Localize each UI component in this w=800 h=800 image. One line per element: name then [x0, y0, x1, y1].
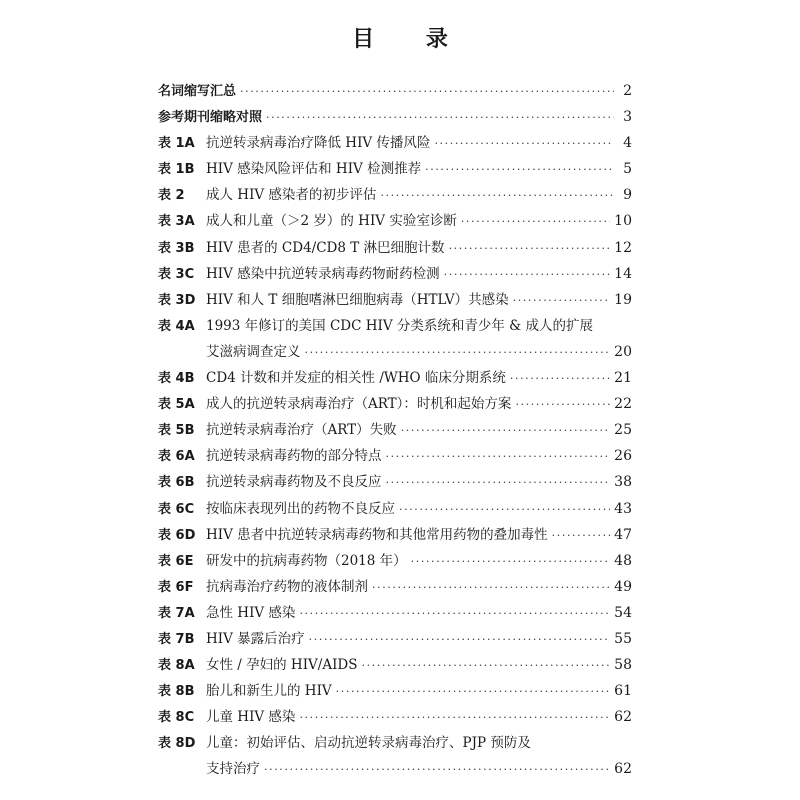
- toc-entry-number: 表 2: [158, 188, 185, 204]
- toc-entry-title: HIV 感染中抗逆转录病毒药物耐药检测: [206, 265, 440, 282]
- toc-entry-page: 62: [614, 761, 632, 778]
- toc-leader-dots: [299, 601, 610, 627]
- toc-entry-page: 10: [614, 213, 632, 230]
- toc-entry[interactable]: [158, 600, 632, 626]
- toc-leader-dots: [399, 497, 610, 523]
- toc-entry-page: 22: [614, 396, 632, 413]
- toc-entry-page: 3: [623, 109, 632, 126]
- toc-entry[interactable]: [158, 704, 632, 730]
- toc-entry-page: 25: [614, 422, 632, 439]
- toc-entry[interactable]: [158, 730, 632, 756]
- toc-entry-page: 21: [614, 370, 632, 387]
- toc-entry[interactable]: [158, 104, 632, 130]
- toc-entry-title: 急性 HIV 感染: [206, 604, 296, 621]
- toc-entry-title: 儿童 HIV 感染: [206, 709, 296, 726]
- toc-entry-title: 成人 HIV 感染者的初步评估: [206, 187, 377, 204]
- toc-entry-number: 表 6E: [158, 553, 194, 569]
- toc-entry-number: 表 5A: [158, 397, 195, 413]
- toc-leader-dots: [510, 366, 610, 392]
- toc-entry-number: 表 6A: [158, 449, 195, 465]
- toc-entry-number: 表 3A: [158, 214, 195, 230]
- toc-entry-page: 26: [614, 448, 632, 465]
- toc-entry-title: 艾滋病调查定义: [206, 343, 301, 360]
- toc-leader-dots: [361, 653, 610, 679]
- toc-entry-title: 成人的抗逆转录病毒治疗（ART）：时机和起始方案: [206, 396, 512, 413]
- toc-entry-number: 表 6C: [158, 501, 195, 517]
- toc-entry-title: 研发中的抗病毒药物（2018 年）: [206, 552, 407, 569]
- toc-entry[interactable]: [158, 626, 632, 652]
- toc-entry-title: CD4 计数和并发症的相关性 /WHO 临床分期系统: [206, 370, 506, 387]
- toc-entry[interactable]: [158, 756, 632, 782]
- table-of-contents: [158, 78, 632, 783]
- toc-entry-title: 胎儿和新生儿的 HIV: [206, 683, 332, 700]
- toc-entry-title: 儿童：初始评估、启动抗逆转录病毒治疗、PJP 预防及: [206, 735, 531, 752]
- toc-entry-page: 55: [614, 630, 632, 647]
- toc-leader-dots: [386, 444, 611, 470]
- toc-entry-title: 按临床表现列出的药物不良反应: [206, 500, 395, 517]
- toc-entry-number: 表 7A: [158, 605, 195, 621]
- toc-entry-number: 表 4A: [158, 318, 195, 334]
- toc-entry-page: 4: [623, 135, 632, 152]
- toc-entry[interactable]: [158, 235, 632, 261]
- toc-entry-number: 表 8D: [158, 736, 196, 752]
- toc-leader-dots: [515, 392, 610, 418]
- toc-leader-dots: [309, 627, 611, 653]
- toc-entry[interactable]: [158, 339, 632, 365]
- toc-entry-number: 表 3B: [158, 240, 195, 256]
- toc-entry-title: HIV 感染风险评估和 HIV 检测推荐: [206, 161, 422, 178]
- toc-entry-page: 14: [614, 265, 632, 282]
- toc-entry-number: 表 8A: [158, 658, 195, 674]
- toc-entry-page: 20: [614, 343, 632, 360]
- toc-entry-number: 表 6F: [158, 579, 194, 595]
- toc-leader-dots: [552, 523, 611, 549]
- toc-leader-dots: [449, 236, 611, 262]
- toc-leader-dots: [264, 757, 610, 783]
- toc-entry[interactable]: [158, 182, 632, 208]
- toc-entry[interactable]: [158, 365, 632, 391]
- toc-leader-dots: [299, 705, 610, 731]
- toc-leader-dots: [411, 549, 611, 575]
- toc-entry-page: 9: [623, 187, 632, 204]
- page-title: 目 录: [352, 27, 470, 52]
- toc-entry-title: HIV 患者的 CD4/CD8 T 淋巴细胞计数: [206, 239, 445, 256]
- toc-entry-number: 表 3C: [158, 266, 195, 282]
- toc-entry-number: 表 8B: [158, 684, 195, 700]
- toc-entry-number: 表 6B: [158, 475, 195, 491]
- toc-leader-dots: [434, 131, 614, 157]
- toc-entry-title: HIV 暴露后治疗: [206, 630, 305, 647]
- toc-entry[interactable]: [158, 574, 632, 600]
- toc-entry[interactable]: [158, 261, 632, 287]
- toc-entry-page: 49: [614, 578, 632, 595]
- toc-leader-dots: [425, 157, 614, 183]
- toc-entry[interactable]: [158, 548, 632, 574]
- toc-leader-dots: [240, 79, 614, 105]
- toc-entry-number: 表 4B: [158, 371, 195, 387]
- toc-entry-number: 表 1B: [158, 162, 195, 178]
- toc-entry-title: 抗逆转录病毒治疗（ART）失败: [206, 422, 397, 439]
- toc-entry-title: 名词缩写汇总: [158, 84, 237, 99]
- toc-entry-page: 58: [614, 657, 632, 674]
- toc-entry[interactable]: [158, 208, 632, 234]
- toc-entry-number: 表 5B: [158, 423, 195, 439]
- toc-entry-page: 43: [614, 500, 632, 517]
- toc-entry-number: 表 1A: [158, 136, 195, 152]
- toc-entry[interactable]: [158, 496, 632, 522]
- toc-entry-title: 女性 / 孕妇的 HIV/AIDS: [206, 657, 358, 674]
- toc-leader-dots: [386, 470, 611, 496]
- toc-entry-title: 抗逆转录病毒药物的部分特点: [206, 448, 382, 465]
- toc-entry-page: 48: [614, 552, 632, 569]
- toc-entry-page: 47: [614, 526, 632, 543]
- toc-entry-title: 1993 年修订的美国 CDC HIV 分类系统和青少年 & 成人的扩展: [206, 317, 593, 334]
- toc-entry[interactable]: [158, 417, 632, 443]
- toc-entry-title: HIV 和人 T 细胞嗜淋巴细胞病毒（HTLV）共感染: [206, 291, 509, 308]
- toc-entry-title: HIV 患者中抗逆转录病毒药物和其他常用药物的叠加毒性: [206, 526, 548, 543]
- toc-leader-dots: [372, 575, 610, 601]
- toc-entry-title: 抗逆转录病毒治疗降低 HIV 传播风险: [206, 135, 431, 152]
- toc-entry-page: 2: [623, 83, 632, 99]
- toc-entry[interactable]: [158, 391, 632, 417]
- toc-entry[interactable]: [158, 678, 632, 704]
- toc-entry-title: 支持治疗: [206, 761, 260, 778]
- toc-entry-page: 5: [623, 161, 632, 178]
- toc-entry-number: 表 3D: [158, 292, 196, 308]
- toc-entry-title: 抗病毒治疗药物的液体制剂: [206, 578, 368, 595]
- toc-entry-page: 19: [614, 291, 632, 308]
- toc-entry[interactable]: [158, 313, 632, 339]
- toc-entry-title: 抗逆转录病毒药物及不良反应: [206, 474, 382, 491]
- toc-entry-page: 62: [614, 709, 632, 726]
- toc-leader-dots: [380, 183, 614, 209]
- toc-leader-dots: [305, 340, 611, 366]
- toc-entry-page: 54: [614, 604, 632, 621]
- toc-entry-title: 参考期刊缩略对照: [158, 110, 263, 126]
- toc-entry-number: 表 7B: [158, 631, 195, 647]
- toc-entry-number: 表 8C: [158, 710, 195, 726]
- toc-leader-dots: [336, 679, 611, 705]
- toc-entry-title: 成人和儿童（＞2 岁）的 HIV 实验室诊断: [206, 213, 457, 230]
- toc-entry[interactable]: [158, 78, 632, 104]
- toc-leader-dots: [513, 288, 611, 314]
- toc-entry[interactable]: [158, 287, 632, 313]
- toc-entry[interactable]: [158, 443, 632, 469]
- toc-leader-dots: [444, 262, 611, 288]
- toc-entry[interactable]: [158, 652, 632, 678]
- toc-leader-dots: [461, 209, 610, 235]
- toc-entry[interactable]: [158, 156, 632, 182]
- toc-leader-dots: [401, 418, 610, 444]
- toc-entry[interactable]: [158, 469, 632, 495]
- toc-entry[interactable]: [158, 130, 632, 156]
- toc-entry-page: 61: [614, 683, 632, 700]
- toc-leader-dots: [266, 105, 614, 131]
- toc-entry[interactable]: [158, 522, 632, 548]
- toc-entry-number: 表 6D: [158, 527, 196, 543]
- toc-entry-page: 38: [614, 474, 632, 491]
- toc-entry-page: 12: [614, 239, 632, 256]
